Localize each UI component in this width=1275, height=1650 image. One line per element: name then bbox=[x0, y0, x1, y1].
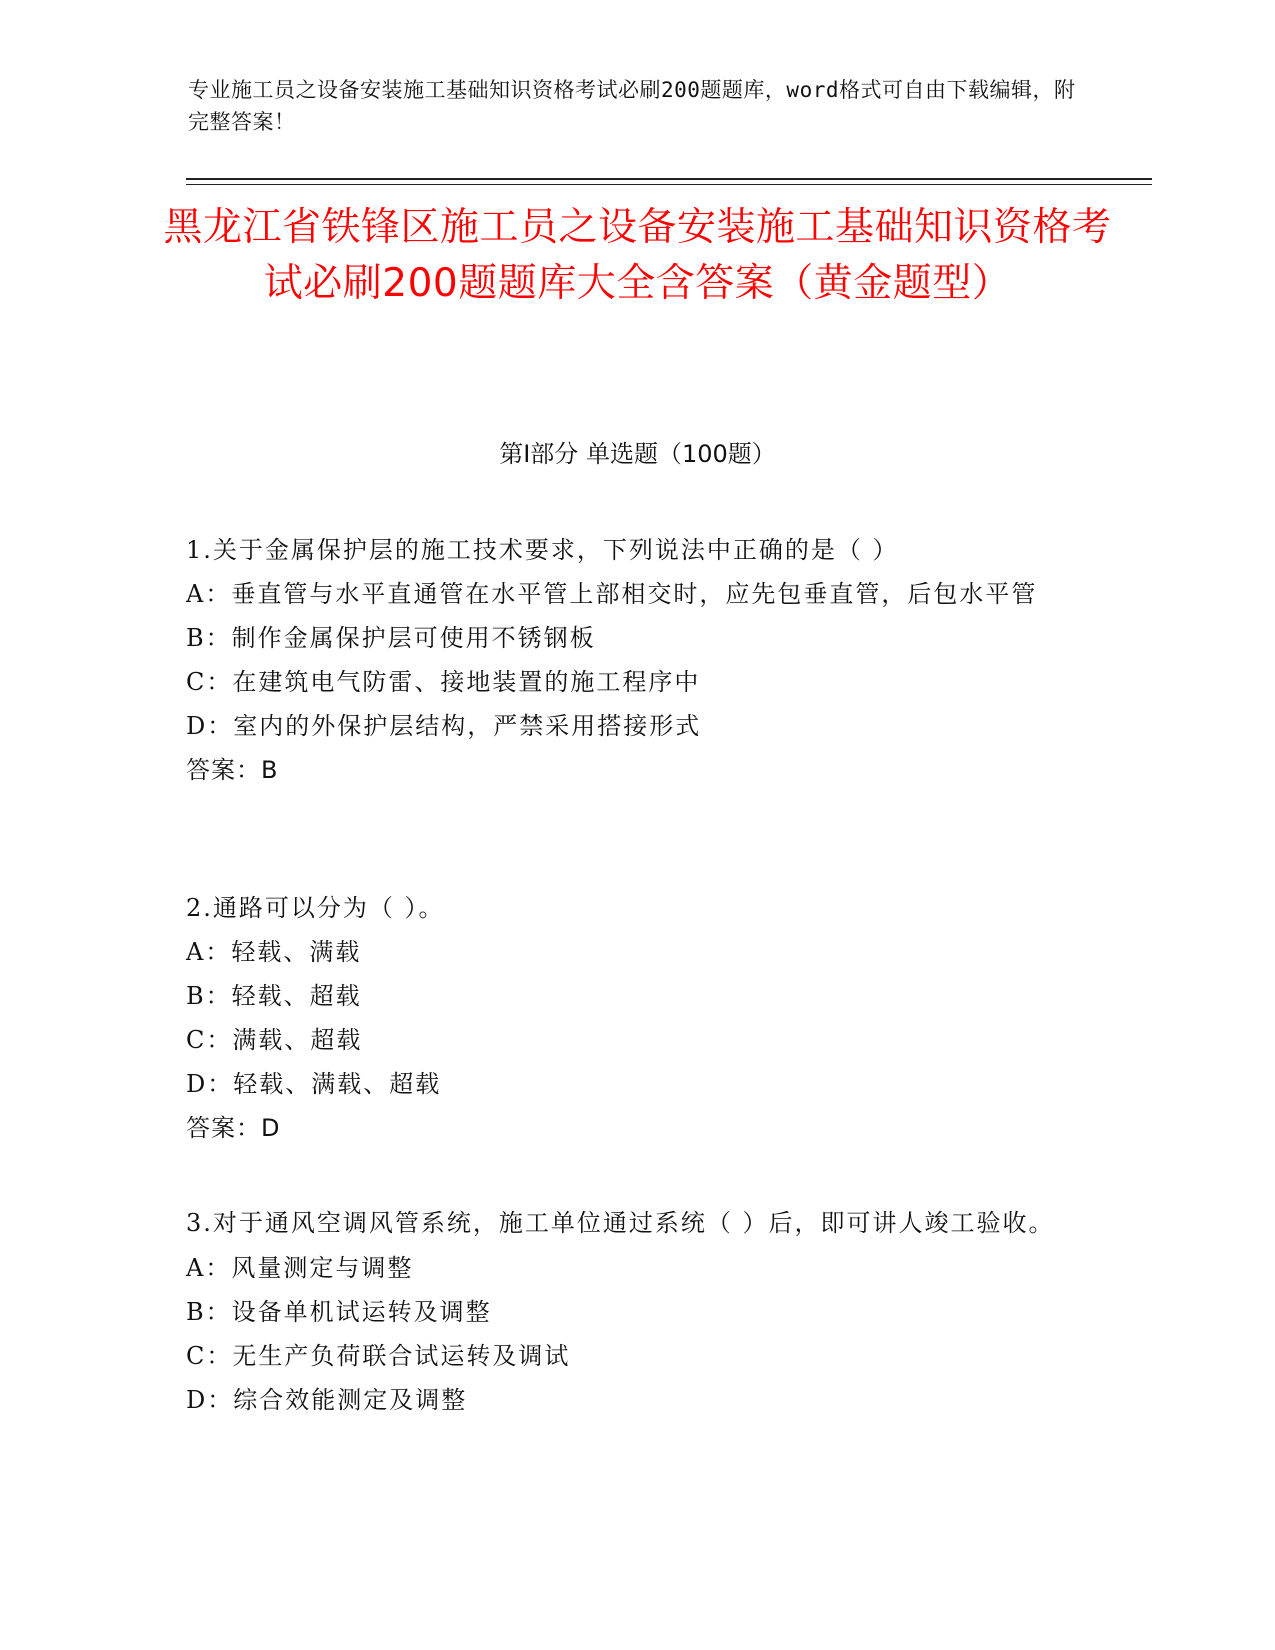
option-d: D：综合效能测定及调整 bbox=[186, 1386, 468, 1414]
question-2 bbox=[186, 886, 1086, 1150]
question-1 bbox=[186, 528, 1086, 792]
option-a: A：轻载、满载 bbox=[186, 938, 362, 966]
header-note: 专业施工员之设备安装施工基础知识资格考试必刷200题题库，word格式可自由下载编辑，附完整答案！ bbox=[188, 78, 1076, 134]
question-3 bbox=[186, 1200, 1086, 1422]
option-a: A：垂直管与水平直通管在水平管上部相交时，应先包垂直管，后包水平管 bbox=[186, 580, 1038, 608]
question-stem: 1.关于金属保护层的施工技术要求，下列说法中正确的是（ ） bbox=[186, 536, 899, 564]
option-b: B：轻载、超载 bbox=[186, 982, 362, 1010]
answer-line: 答案：D bbox=[186, 1114, 281, 1142]
header-divider-thin bbox=[186, 184, 1152, 185]
answer-line: 答案：B bbox=[186, 756, 279, 784]
option-c: C：无生产负荷联合试运转及调试 bbox=[186, 1342, 571, 1370]
question-stem: 3.对于通风空调风管系统，施工单位通过系统（ ）后，即可讲人竣工验收。 bbox=[186, 1209, 1055, 1237]
option-c: C：在建筑电气防雷、接地装置的施工程序中 bbox=[186, 668, 701, 696]
option-c: C：满载、超载 bbox=[186, 1026, 363, 1054]
option-b: B：制作金属保护层可使用不锈钢板 bbox=[186, 624, 596, 652]
question-stem: 2.通路可以分为（ ）。 bbox=[186, 894, 445, 922]
document-title: 黑龙江省铁锋区施工员之设备安装施工基础知识资格考试必刷200题题库大全含答案（黄金题型） bbox=[163, 205, 1112, 306]
header-divider-thick bbox=[186, 178, 1152, 180]
option-a: A：风量测定与调整 bbox=[186, 1254, 414, 1282]
option-b: B：设备单机试运转及调整 bbox=[186, 1298, 492, 1326]
option-d: D：轻载、满载、超载 bbox=[186, 1070, 442, 1098]
section-heading: 第Ⅰ部分 单选题（100题） bbox=[499, 440, 776, 468]
option-d: D：室内的外保护层结构，严禁采用搭接形式 bbox=[186, 712, 702, 740]
